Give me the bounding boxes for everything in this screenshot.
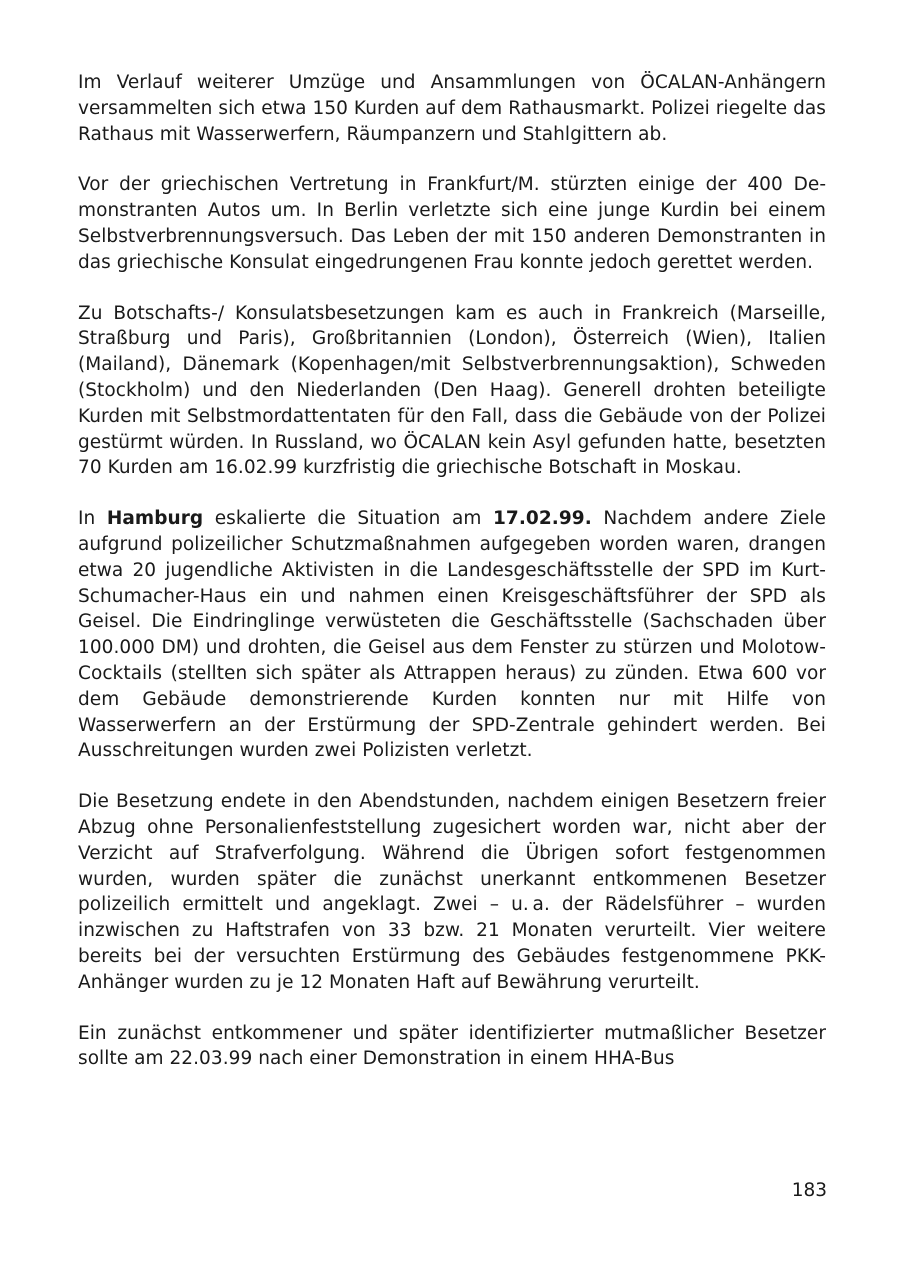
paragraph-occupation-end: Die Besetzung endete in den Abendstunden, nachdem einigen Besetzern freier Abzug ohne Personalienfeststellung zugesichert worden war, nicht aber der Verzicht auf Strafverfolgung. Während die Übrigen sofort festgenommen wurden, wurden später die zunächst unerkannt entkommenen Besetzer polizeilich ermittelt und angeklagt. Zwei – u. a. der Rädelsführer – wurden inzwischen zu Haftstrafen von 33 bzw. 21 Monaten verurteilt. Vier weitere bereits bei der versuchten Erstürmung des Gebäudes festgenommene PKK-Anhänger wurden zu je 12 Monaten Haft auf Bewährung verurteilt. bbox=[78, 791, 826, 993]
page-body bbox=[78, 70, 826, 1097]
paragraph-rathausmarkt: Im Verlauf weiterer Umzüge und Ansammlungen von ÖCALAN-Anhängern versammelten sich etwa 150 Kurden auf dem Rathausmarkt. Polizei riegelte das Rathaus mit Wasserwerfern, Räumpanzern und Stahlgittern ab. bbox=[78, 72, 826, 145]
paragraph-identified-occupier: Ein zunächst entkommener und später identifizierter mutmaßlicher Besetzer sollte am 22.03.99 nach einer Demonstration in einem HHA-Bus bbox=[78, 1022, 826, 1070]
hamburg-date-bold: 17.02.99. bbox=[493, 508, 592, 530]
paragraph-hamburg bbox=[78, 506, 826, 764]
hamburg-text-1: In bbox=[78, 508, 107, 530]
hamburg-city-bold: Hamburg bbox=[106, 508, 204, 530]
hamburg-text-2: eskalierte die Situation am bbox=[203, 508, 493, 530]
hamburg-text-3: Nachdem andere Ziele aufgrund polizeilicher Schutzmaßnahmen aufgegeben worden waren, drangen etwa 20 jugendliche Aktivisten in die Landesgeschäftsstelle der SPD im Kurt-Schumacher-Haus ein und nahmen einen Kreisgeschäftsführer der SPD als Geisel. Die Eindringlinge verwüsteten die Geschäftsstelle (Sachschaden über 100.000 DM) und drohten, die Geisel aus dem Fenster zu stürzen und Molotow-Cocktails (stellten sich später als Attrappen heraus) zu zünden. Etwa 600 vor dem Gebäude demonstrierende Kurden konnten nur mit Hilfe von Wasserwerfern an der Erstürmung der SPD-Zentrale gehindert werden. Bei Ausschreitungen wurden zwei Polizisten verletzt. bbox=[78, 508, 826, 762]
page-number: 183 bbox=[791, 1180, 827, 1201]
paragraph-embassy-occupations: Zu Botschafts-/ Konsulatsbesetzungen kam es auch in Frankreich (Marseille, Straßburg und Paris), Großbritannien (London), Österreich (Wien), Italien (Mailand), Dänemark (Kopenhagen/mit Selbstverbrennungsaktion), Schweden (Stockholm) und den Niederlanden (Den Haag). Generell drohten beteiligte Kurden mit Selbstmordattentaten für den Fall, dass die Gebäude von der Polizei gestürmt würden. In Russland, wo ÖCALAN kein Asyl gefunden hatte, besetzten 70 Kurden am 16.02.99 kurzfristig die griechische Botschaft in Moskau. bbox=[78, 302, 826, 479]
paragraph-frankfurt-berlin: Vor der griechischen Vertretung in Frankfurt/M. stürzten einige der 400 Demonstranten Autos um. In Berlin verletzte sich eine junge Kurdin bei einem Selbstverbrennungsversuch. Das Leben der mit 150 anderen Demonstranten in das griechische Konsulat eingedrungenen Frau konnte jedoch gerettet werden. bbox=[78, 174, 826, 273]
